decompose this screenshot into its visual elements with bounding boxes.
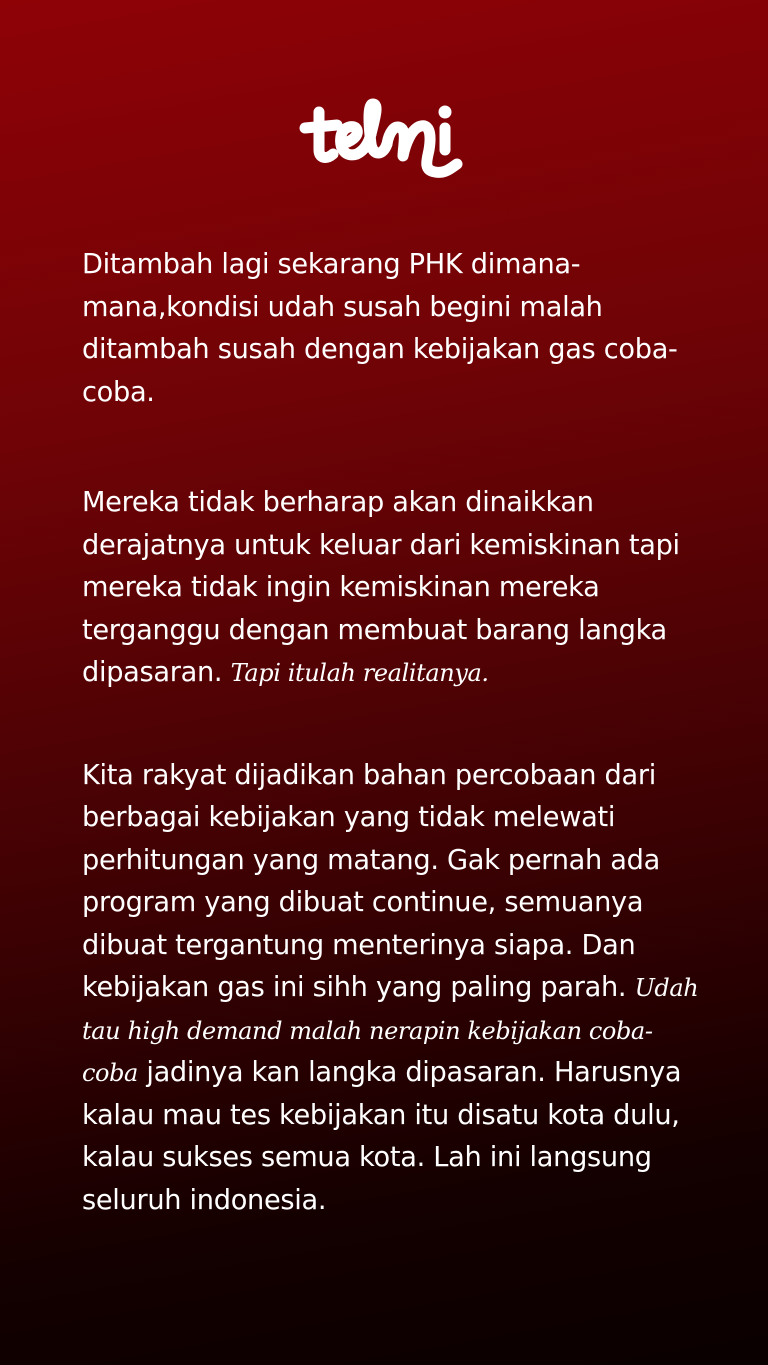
telin-logo-icon (299, 98, 469, 182)
paragraph-1-text: Ditambah lagi sekarang PHK dimana-mana,kondisi udah susah begini malah ditambah susah dengan kebijakan gas coba-coba. (82, 249, 678, 408)
paragraph-3-text-before: Kita rakyat dijadikan bahan percobaan dari berbagai kebijakan yang tidak melewati perhitungan yang matang. Gak pernah ada program yang dibuat continue, semuanya dibuat tergantung menterinya siapa. Dan kebijakan gas ini sihh yang paling parah. (82, 759, 660, 1003)
paragraph-3-text-after: jadinya kan langka dipasaran. Harusnya kalau mau tes kebijakan itu disatu kota dulu, kalau sukses semua kota. Lah ini langsung seluruh indonesia. (82, 1057, 682, 1216)
paragraph-2-text: Mereka tidak berharap akan dinaikkan derajatnya untuk keluar dari kemiskinan tapi mereka tidak ingin kemiskinan mereka terganggu dengan membuat barang langka dipasaran. (82, 487, 680, 688)
article-body (82, 244, 702, 1222)
logo-dot (439, 106, 452, 119)
paragraph-1 (82, 244, 702, 414)
paragraph-3-emphasis: Udah tau high demand malah nerapin kebijakan coba-coba (82, 974, 699, 1087)
paragraph-2-emphasis: Tapi itulah realitanya. (230, 659, 489, 687)
paragraph-3 (82, 755, 702, 1223)
brand-logo (0, 98, 768, 182)
paragraph-2 (82, 482, 702, 695)
